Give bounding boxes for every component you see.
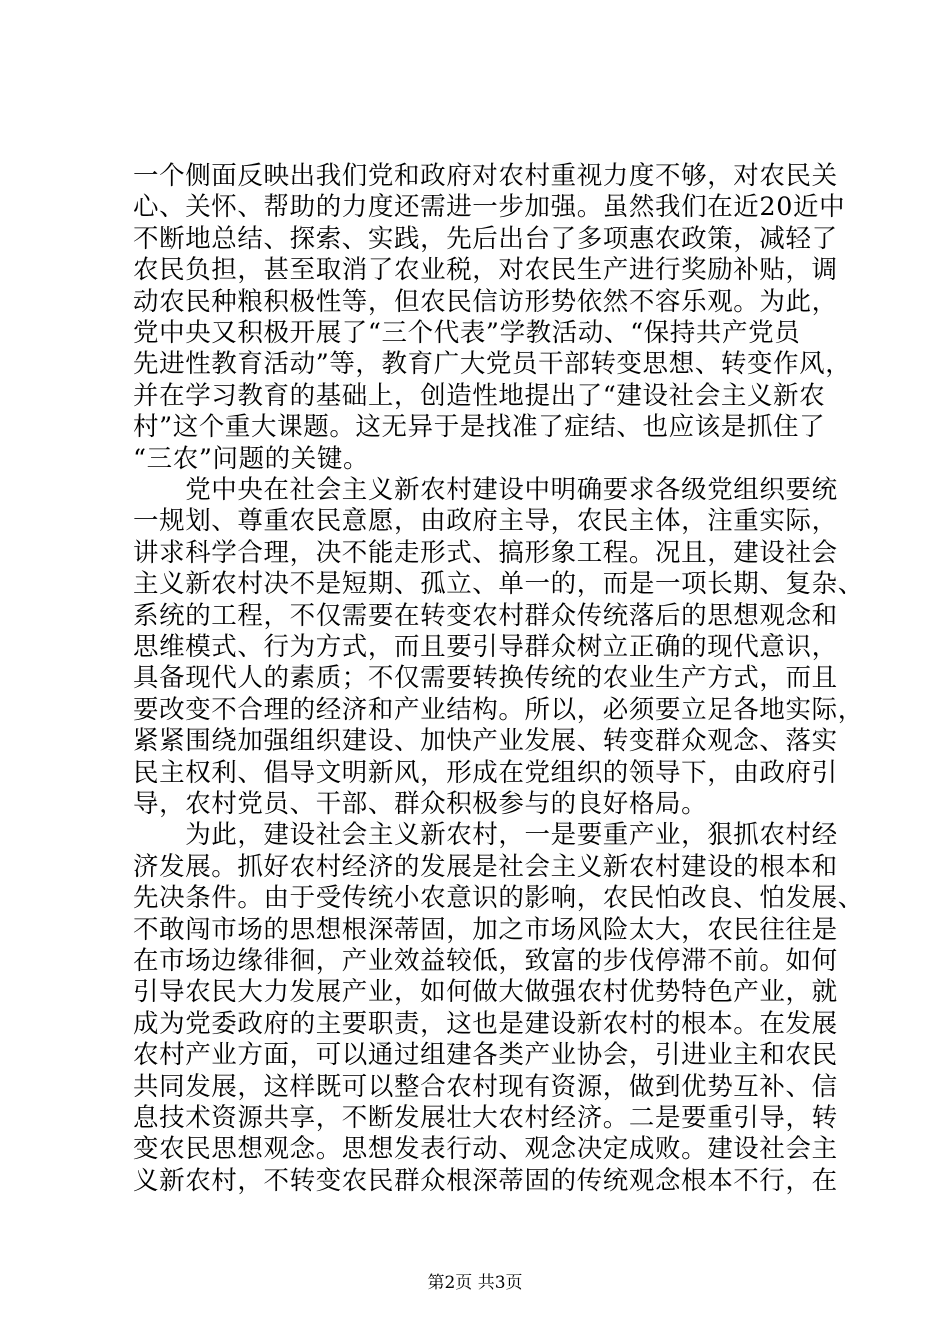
text-line: 具备现代人的素质；不仅需要转换传统的农业生产方式，而且 <box>133 663 838 694</box>
text-line: 引导农民大力发展产业，如何做大做强农村优势特色产业，就 <box>133 977 838 1008</box>
text-line: 农民负担，甚至取消了农业税，对农民生产进行奖励补贴，调 <box>133 255 838 286</box>
text-line: 党中央又积极开展了“三个代表”学教活动、“保持共产党员 <box>133 318 801 348</box>
text-line: 济发展。抓好农村经济的发展是社会主义新农村建设的根本和 <box>133 851 838 882</box>
text-line: 系统的工程，不仅需要在转变农村群众传统落后的思想观念和 <box>133 600 838 631</box>
text-line: 为此，建设社会主义新农村，一是要重产业，狠抓农村经 <box>133 820 838 851</box>
text-line: 共同发展，这样既可以整合农村现有资源，做到优势互补、信 <box>133 1071 838 1102</box>
text-line: 讲求科学合理，决不能走形式、搞形象工程。况且，建设社会 <box>133 537 838 568</box>
text-line: “三农”问题的关键。 <box>133 443 370 474</box>
text-line: 不断地总结、探索、实践，先后出台了多项惠农政策，减轻了 <box>133 223 838 254</box>
text-line: 主义新农村决不是短期、孤立、单一的，而是一项长期、复杂、 <box>133 569 864 600</box>
text-line: 思维模式、行为方式，而且要引导群众树立正确的现代意识， <box>133 632 838 662</box>
text-line: 在市场边缘徘徊，产业效益较低，致富的步伐停滞不前。如何 <box>133 946 838 976</box>
text-line: 村”这个重大课题。这无异于是找准了症结、也应该是抓住了 <box>133 412 826 443</box>
text-line: 紧紧围绕加强组织建设、加快产业发展、转变群众观念、落实 <box>133 726 838 757</box>
text-line: 息技术资源共享，不断发展壮大农村经济。二是要重引导，转 <box>133 1103 838 1133</box>
text-line: 并在学习教育的基础上，创造性地提出了“建设社会主义新农 <box>133 380 826 411</box>
text-line: 民主权利、倡导文明新风，形成在党组织的领导下，由政府引 <box>133 757 838 788</box>
text-line: 成为党委政府的主要职责，这也是建设新农村的根本。在发展 <box>133 1008 838 1039</box>
text-line: 先进性教育活动”等，教育广大党员干部转变思想、转变作风， <box>133 349 852 380</box>
page-number-footer: 第2页 共3页 <box>427 1273 523 1293</box>
text-line: 先决条件。由于受传统小农意识的影响，农民怕改良、怕发展、 <box>133 883 864 914</box>
text-line: 一规划、尊重农民意愿，由政府主导，农民主体，注重实际， <box>133 506 838 537</box>
text-line: 一个侧面反映出我们党和政府对农村重视力度不够，对农民关 <box>133 161 838 191</box>
text-line: 农村产业方面，可以通过组建各类产业协会，引进业主和农民 <box>133 1040 838 1071</box>
text-line: 不敢闯市场的思想根深蒂固，加之市场风险太大，农民往往是 <box>133 914 838 945</box>
text-line: 动农民种粮积极性等，但农民信访形势依然不容乐观。为此， <box>133 286 838 317</box>
text-line: 心、关怀、帮助的力度还需进一步加强。虽然我们在近20近中 <box>133 192 846 223</box>
text-line: 要改变不合理的经济和产业结构。所以，必须要立足各地实际， <box>133 694 864 725</box>
text-line: 变农民思想观念。思想发表行动、观念决定成败。建设社会主 <box>133 1134 838 1165</box>
text-line: 导，农村党员、干部、群众积极参与的良好格局。 <box>133 789 708 819</box>
text-line: 党中央在社会主义新农村建设中明确要求各级党组织要统 <box>133 475 838 505</box>
text-line: 义新农村，不转变农民群众根深蒂固的传统观念根本不行，在 <box>133 1165 838 1196</box>
